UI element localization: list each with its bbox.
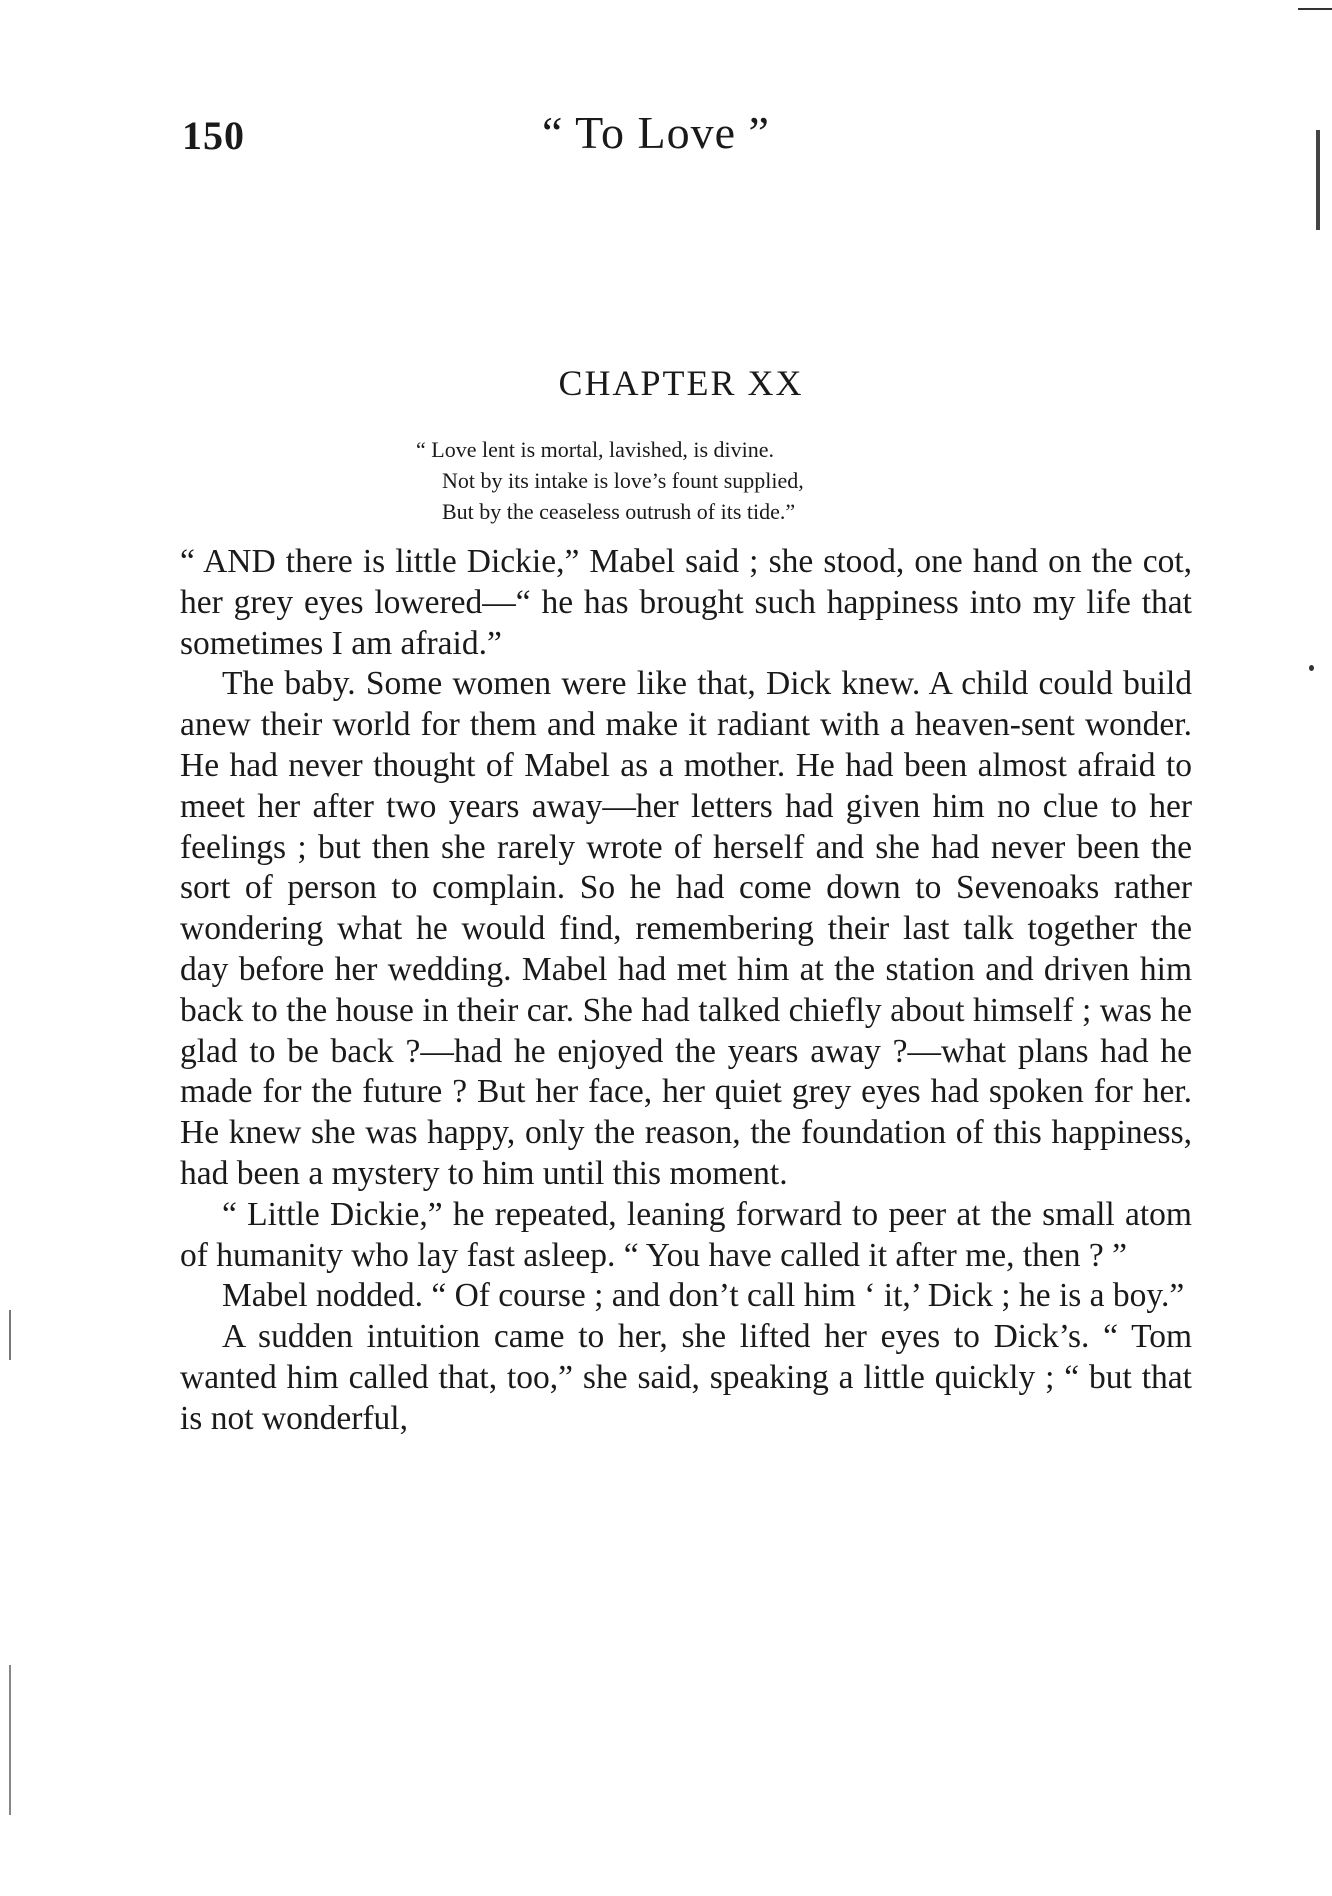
- scan-edge-mark: [1316, 130, 1320, 230]
- scan-edge-mark: [9, 1665, 11, 1815]
- running-title: “ To Love ”: [542, 107, 770, 158]
- chapter-heading: CHAPTER XX: [558, 363, 804, 403]
- epigraph-line: Not by its intake is love’s fount supplied,: [442, 468, 804, 493]
- epigraph: [416, 434, 976, 527]
- paragraph: Mabel nodded. “ Of course ; and don’t call him ‘ it,’ Dick ; he is a boy.”: [222, 1277, 1185, 1315]
- running-head: [182, 100, 1172, 160]
- body-text: [180, 542, 1192, 1440]
- page-number: 150: [182, 113, 245, 158]
- paragraph: A sudden intuition came to her, she lifted her eyes to Dick’s. “ Tom wanted him called that, too,” she said, speaking a little quickly ; “ but that is not wonderful,: [180, 1318, 1192, 1437]
- epigraph-line: “ Love lent is mortal, lavished, is divine.: [416, 437, 775, 462]
- paragraph: The baby. Some women were like that, Dick knew. A child could build anew their world for them and make it radiant with a heaven-sent wonder. He had never thought of Mabel as a mother. He had been almost afraid to meet her after two years away—her letters had given him no clue to her feelings ; but then she rarely wrote of herself and she had never been the sort of person to complain. So he had come down to Sevenoaks rather wondering what he would find, remembering their last talk together the day before her wedding. Mabel had met him at the station and driven him back to the house in their car. She had talked chiefly about himself ; was he glad to be back ?—had he enjoyed the years away ?—what plans had he made for the future ? But her face, her quiet grey eyes had spoken for her. He knew she was happy, only the reason, the foundation of this happiness, had been a mystery to him until this moment.: [180, 665, 1192, 1192]
- paragraph: “ AND there is little Dickie,” Mabel said ; she stood, one hand on the cot, her grey eyes lowered—“ he has brought such happiness into my life that sometimes I am afraid.”: [180, 543, 1192, 662]
- scan-edge-mark: [9, 1310, 11, 1360]
- scan-edge-mark: [1309, 665, 1314, 671]
- paragraph: “ Little Dickie,” he repeated, leaning forward to peer at the small atom of humanity who lay fast asleep. “ You have called it after me, then ? ”: [180, 1195, 1192, 1274]
- scan-edge-mark: [1298, 8, 1332, 10]
- epigraph-line: But by the ceaseless outrush of its tide.”: [442, 499, 796, 524]
